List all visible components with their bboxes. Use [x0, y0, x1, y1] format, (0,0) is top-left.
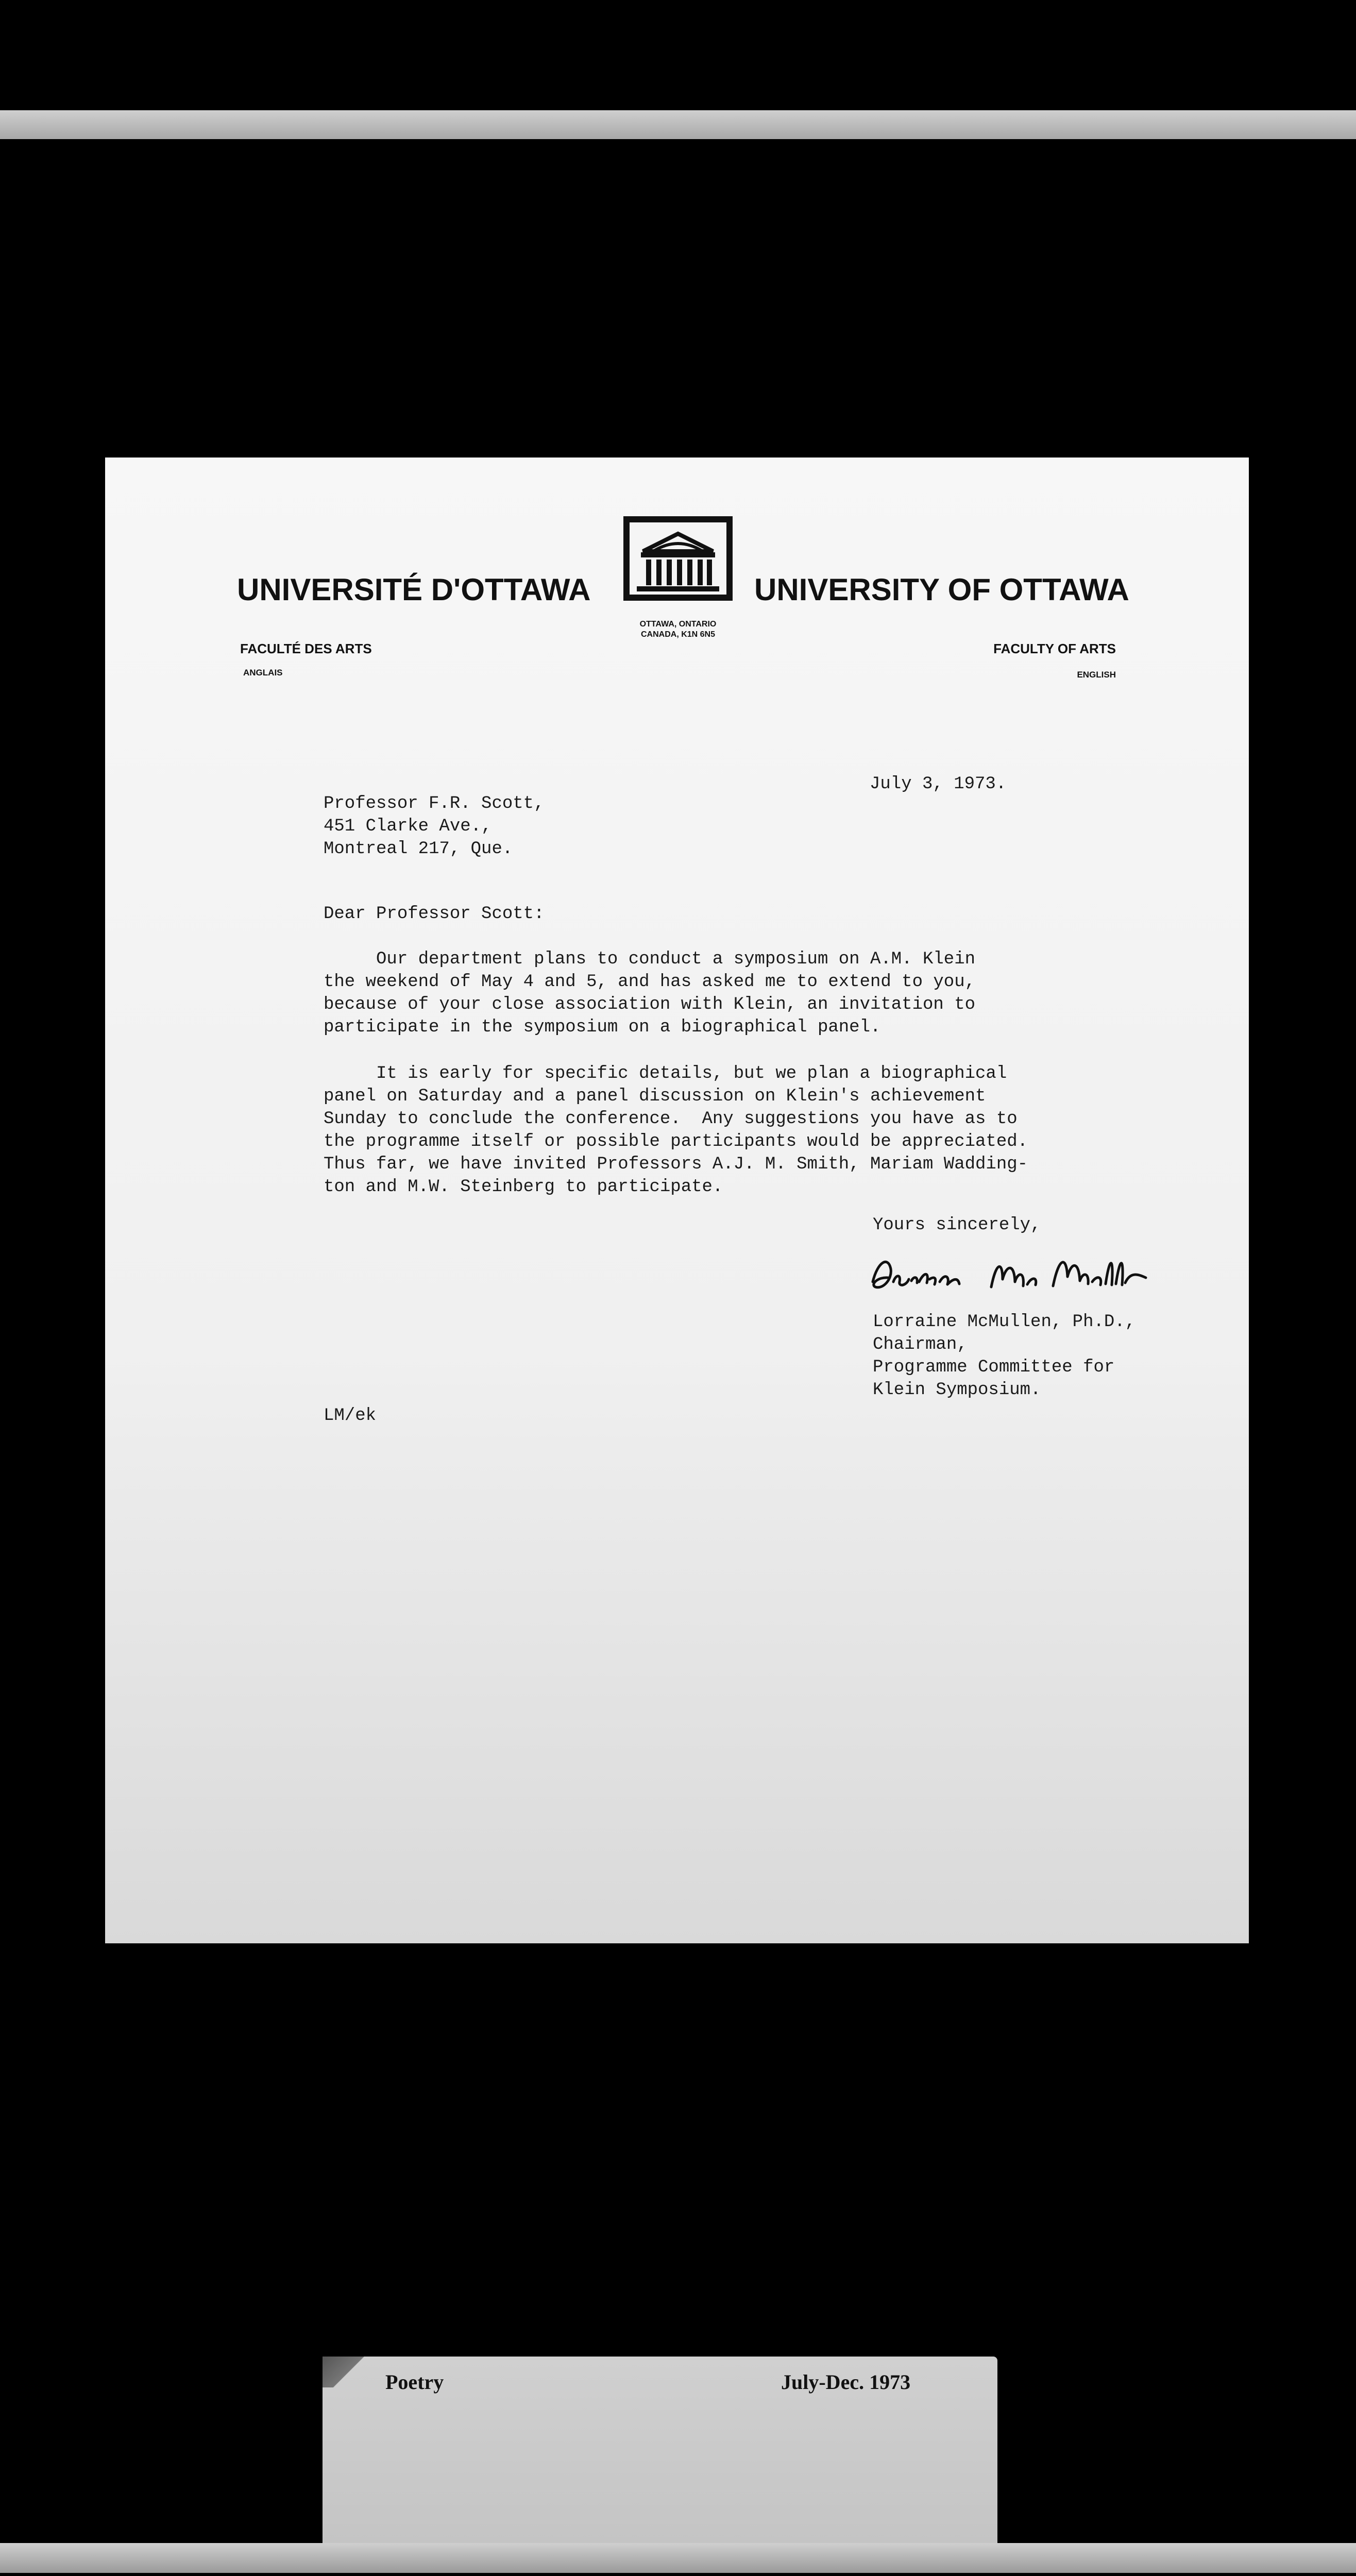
department-french: ANGLAIS	[243, 668, 283, 677]
letter-date: July 3, 1973.	[870, 774, 1007, 794]
address-line-2: CANADA, K1N 6N5	[640, 630, 716, 639]
folder-tab-date-range: July-Dec. 1973	[781, 2370, 911, 2394]
film-bottom-strip	[0, 2543, 1356, 2573]
letterhead-name-french: UNIVERSITÉ D'OTTAWA	[237, 572, 591, 607]
closing: Yours sincerely,	[873, 1215, 1041, 1235]
film-top-strip	[0, 110, 1356, 139]
recipient-address: Professor F.R. Scott, 451 Clarke Ave., Montreal 217, Que.	[324, 794, 545, 859]
address-line-1: OTTAWA, ONTARIO	[639, 620, 717, 629]
signer-block: Lorraine McMullen, Ph.D., Chairman, Programme Committee for Klein Symposium.	[873, 1312, 1136, 1400]
faculty-french: FACULTÉ DES ARTS	[240, 641, 372, 656]
department-english: ENGLISH	[1077, 670, 1116, 680]
university-logo	[622, 515, 734, 602]
letterhead-address	[610, 619, 746, 640]
salutation: Dear Professor Scott:	[324, 904, 545, 924]
letterhead-name-english: UNIVERSITY OF OTTAWA	[754, 572, 1129, 607]
reference-initials: LM/ek	[324, 1406, 377, 1426]
body-paragraph-2: It is early for specific details, but we plan a biographical panel on Saturday and a panel discussion on Klein's achievement Sunday to conclude the conference. Any suggestions you have as to the programme itself or possible participants would be appreciated. Thus far, we have invited Professors A.J. M. Smith, Mariam Wadding- ton and M.W. Steinberg to participate.	[324, 1064, 1028, 1197]
letter-page	[105, 457, 1249, 1943]
folder-tab-corner	[323, 2357, 374, 2387]
handwritten-signature	[868, 1241, 1156, 1302]
faculty-english: FACULTY OF ARTS	[993, 641, 1116, 656]
folder-tab-subject: Poetry	[385, 2370, 444, 2394]
body-paragraph-1: Our department plans to conduct a symposium on A.M. Klein the weekend of May 4 and 5, and has asked me to extend to you, because of your close association with Klein, an invitation to participate in the symposium on a biographical panel.	[324, 950, 976, 1037]
